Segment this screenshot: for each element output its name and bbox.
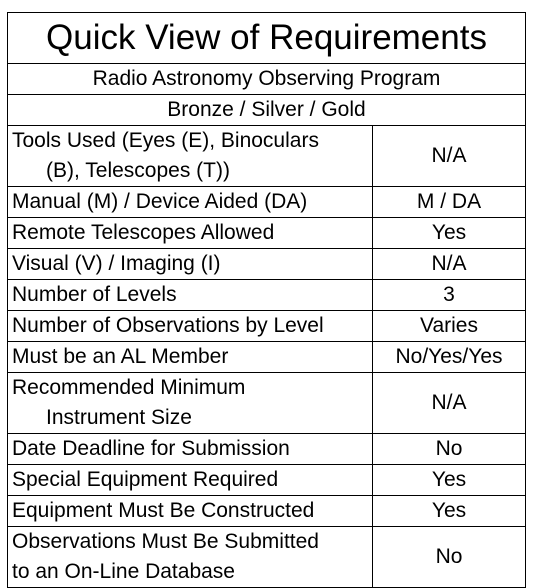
requirement-label-line: Tools Used (Eyes (E), Binoculars — [12, 129, 319, 152]
requirement-label — [8, 527, 373, 588]
requirement-value: N/A — [373, 249, 526, 280]
program-row — [8, 64, 526, 95]
requirement-label: Number of Observations by Level — [8, 311, 373, 342]
requirement-label-line: Instrument Size — [46, 406, 192, 429]
requirement-label: Date Deadline for Submission — [8, 434, 373, 465]
table-title: Quick View of Requirements — [8, 13, 526, 64]
requirement-label — [8, 373, 373, 434]
table-row — [8, 218, 526, 249]
requirement-label-line: (B), Telescopes (T)) — [46, 159, 230, 182]
table-row — [8, 311, 526, 342]
requirement-value: N/A — [373, 373, 526, 434]
table-row — [8, 249, 526, 280]
title-row — [8, 13, 526, 64]
requirement-label: Number of Levels — [8, 280, 373, 311]
table-row — [8, 342, 526, 373]
requirement-value: Yes — [373, 496, 526, 527]
requirement-value: Yes — [373, 218, 526, 249]
requirement-value: N/A — [373, 126, 526, 187]
requirement-label-line: to an On-Line Database — [12, 560, 235, 583]
table-row — [8, 434, 526, 465]
table-row — [8, 373, 526, 434]
table-row — [8, 280, 526, 311]
requirement-value: No/Yes/Yes — [373, 342, 526, 373]
requirement-label: Special Equipment Required — [8, 465, 373, 496]
requirement-value: 3 — [373, 280, 526, 311]
table-row — [8, 187, 526, 218]
requirement-label — [8, 126, 373, 187]
table-row — [8, 126, 526, 187]
requirement-label: Must be an AL Member — [8, 342, 373, 373]
table-row — [8, 527, 526, 588]
award-levels-row — [8, 95, 526, 126]
requirement-label: Equipment Must Be Constructed — [8, 496, 373, 527]
requirement-value: No — [373, 527, 526, 588]
table-row — [8, 496, 526, 527]
requirement-label: Visual (V) / Imaging (I) — [8, 249, 373, 280]
program-name: Radio Astronomy Observing Program — [8, 64, 526, 95]
requirement-value: Yes — [373, 465, 526, 496]
requirement-value: Varies — [373, 311, 526, 342]
requirement-label-line: Recommended Minimum — [12, 376, 246, 399]
table-row — [8, 465, 526, 496]
requirement-label-line: Observations Must Be Submitted — [12, 530, 319, 553]
requirement-label: Manual (M) / Device Aided (DA) — [8, 187, 373, 218]
requirement-value: No — [373, 434, 526, 465]
requirement-value: M / DA — [373, 187, 526, 218]
requirements-table — [7, 12, 526, 588]
requirement-label: Remote Telescopes Allowed — [8, 218, 373, 249]
award-levels: Bronze / Silver / Gold — [8, 95, 526, 126]
